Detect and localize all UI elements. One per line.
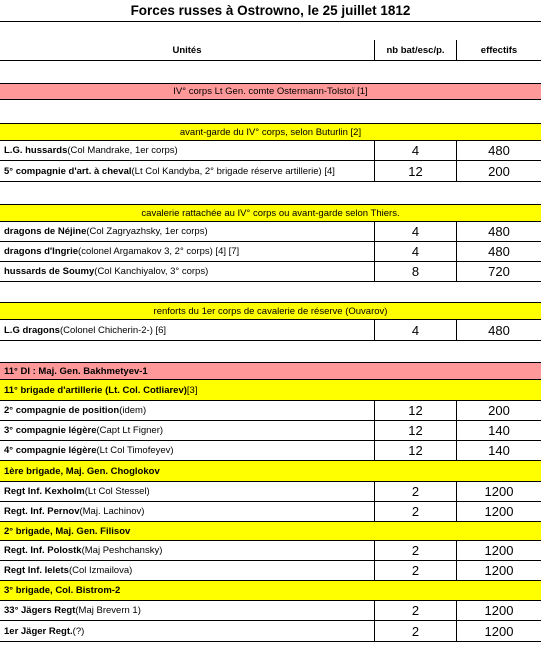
unit-name: 3° compagnie légère <box>4 425 97 436</box>
unit-count: 2 <box>375 561 457 580</box>
table-row <box>0 561 541 581</box>
unit-name: Regt. Inf. Polostk <box>4 545 82 556</box>
section-2-brigade <box>0 522 541 541</box>
section-11-brigade-label: 11° brigade d'artillerie (Lt. Col. Cotliarev) <box>4 384 187 396</box>
unit-strength: 1200 <box>484 603 514 618</box>
unit-count: 12 <box>375 421 457 440</box>
section-1ere-brigade-label: 1ère brigade, Maj. Gen. Choglokov <box>4 465 160 477</box>
unit-name: Regt. Inf. Pernov <box>4 506 80 517</box>
section-3-brigade-label: 3° brigade, Col. Bistrom-2 <box>4 585 121 596</box>
table-row <box>0 262 541 282</box>
unit-strength: 1200 <box>484 623 514 639</box>
unit-note: (Col Mandrake, 1er corps) <box>67 145 178 156</box>
unit-strength: 200 <box>488 163 510 179</box>
section-iv-corps-label: IV° corps Lt Gen. comte Ostermann-Tolstoï [1] <box>173 86 368 97</box>
unit-name: 5° compagnie d'art. à cheval <box>4 165 132 177</box>
unit-note: (Maj Brevern 1) <box>75 605 141 616</box>
section-11-brigade-note: [3] <box>186 384 198 396</box>
unit-count: 2 <box>375 601 457 620</box>
unit-name: L.G. hussards <box>4 145 68 156</box>
unit-note: (Maj. Lachinov) <box>79 506 145 517</box>
unit-name: hussards de Soumy <box>4 266 95 277</box>
unit-note: (Colonel Chicherin-2-) [6] <box>59 324 167 336</box>
table-row <box>0 401 541 421</box>
unit-strength: 200 <box>488 403 510 418</box>
table-row <box>0 601 541 621</box>
unit-count: 2 <box>375 621 457 641</box>
unit-name: Regt Inf. Kexholm <box>4 486 85 497</box>
unit-strength: 140 <box>488 423 510 438</box>
unit-count: 4 <box>375 222 457 241</box>
unit-note: (Maj Peshchansky) <box>81 545 163 556</box>
unit-note: (Col Zagryazhsky, 1er corps) <box>86 226 208 237</box>
unit-name: dragons de Néjine <box>4 226 87 237</box>
table-row <box>0 141 541 161</box>
unit-note: (Lt Col Kandyba, 2° brigade réserve artillerie) [4] <box>131 165 335 177</box>
unit-note: (Lt Col Stessel) <box>84 486 150 497</box>
unit-strength: 1200 <box>484 484 514 499</box>
header-row <box>0 40 541 61</box>
unit-strength: 1200 <box>484 543 514 558</box>
unit-count: 4 <box>375 141 457 160</box>
table-row <box>0 161 541 182</box>
section-11-brigade <box>0 380 541 401</box>
unit-strength: 480 <box>488 224 510 239</box>
unit-count: 2 <box>375 541 457 560</box>
unit-note: (colonel Argamakov 3, 2° corps) [4] [7] <box>78 246 240 257</box>
section-avant-garde <box>0 123 541 141</box>
section-renforts <box>0 302 541 320</box>
section-avant-garde-label: avant-garde du IV° corps, selon Buturlin [2] <box>179 126 362 138</box>
header-strength: effectifs <box>480 44 518 56</box>
section-2-brigade-label: 2° brigade, Maj. Gen. Filisov <box>4 525 131 537</box>
table-row <box>0 502 541 522</box>
unit-count: 2 <box>375 482 457 501</box>
section-renforts-label: renforts du 1er corps de cavalerie de réserve (Ouvarov) <box>153 305 388 317</box>
section-3-brigade <box>0 581 541 601</box>
page-title: Forces russes à Ostrowno, le 25 juillet 1812 <box>130 3 411 18</box>
unit-strength: 720 <box>488 264 510 279</box>
unit-count: 4 <box>375 242 457 261</box>
unit-count: 2 <box>375 502 457 521</box>
unit-strength: 480 <box>488 322 510 338</box>
unit-count: 4 <box>375 320 457 340</box>
table-row <box>0 242 541 262</box>
table-row <box>0 482 541 502</box>
table-row <box>0 320 541 341</box>
unit-strength: 480 <box>488 244 510 259</box>
section-iv-corps <box>0 83 541 100</box>
header-units: Unités <box>0 40 375 60</box>
unit-count: 12 <box>375 441 457 460</box>
table-row <box>0 541 541 561</box>
section-11-di <box>0 362 541 380</box>
unit-strength: 480 <box>488 143 510 158</box>
unit-name: 4° compagnie légère <box>4 445 97 456</box>
unit-strength: 140 <box>488 443 510 458</box>
unit-note: (Col Izmailova) <box>68 565 133 576</box>
section-11-di-label: 11° DI : Maj. Gen. Bakhmetyev-1 <box>4 365 148 377</box>
title-row <box>0 0 541 22</box>
unit-name: 1er Jäger Regt. <box>4 625 73 637</box>
unit-note: (idem) <box>119 405 147 416</box>
unit-count: 8 <box>375 262 457 281</box>
table-row <box>0 441 541 461</box>
unit-name: Regt Inf. Ielets <box>4 565 69 576</box>
unit-strength: 1200 <box>484 563 514 578</box>
unit-name: 33° Jägers Regt <box>4 605 76 616</box>
unit-count: 12 <box>375 161 457 181</box>
table-row <box>0 421 541 441</box>
unit-name: L.G dragons <box>4 324 60 336</box>
table-row <box>0 222 541 242</box>
unit-count: 12 <box>375 401 457 420</box>
unit-name: 2° compagnie de position <box>4 405 120 416</box>
unit-note: (Lt Col Timofeyev) <box>96 445 174 456</box>
section-cavalerie <box>0 204 541 222</box>
unit-note: (Capt Lt Figner) <box>96 425 164 436</box>
section-1ere-brigade <box>0 461 541 482</box>
unit-note: (Col Kanchiyalov, 3° corps) <box>94 266 209 277</box>
section-cavalerie-label: cavalerie rattachée au IV° corps ou avant-garde selon Thiers. <box>141 207 400 219</box>
table-row <box>0 621 541 642</box>
unit-strength: 1200 <box>484 504 514 519</box>
unit-note: (?) <box>72 625 85 637</box>
header-count: nb bat/esc/p. <box>375 40 457 60</box>
unit-name: dragons d'Ingrie <box>4 246 79 257</box>
